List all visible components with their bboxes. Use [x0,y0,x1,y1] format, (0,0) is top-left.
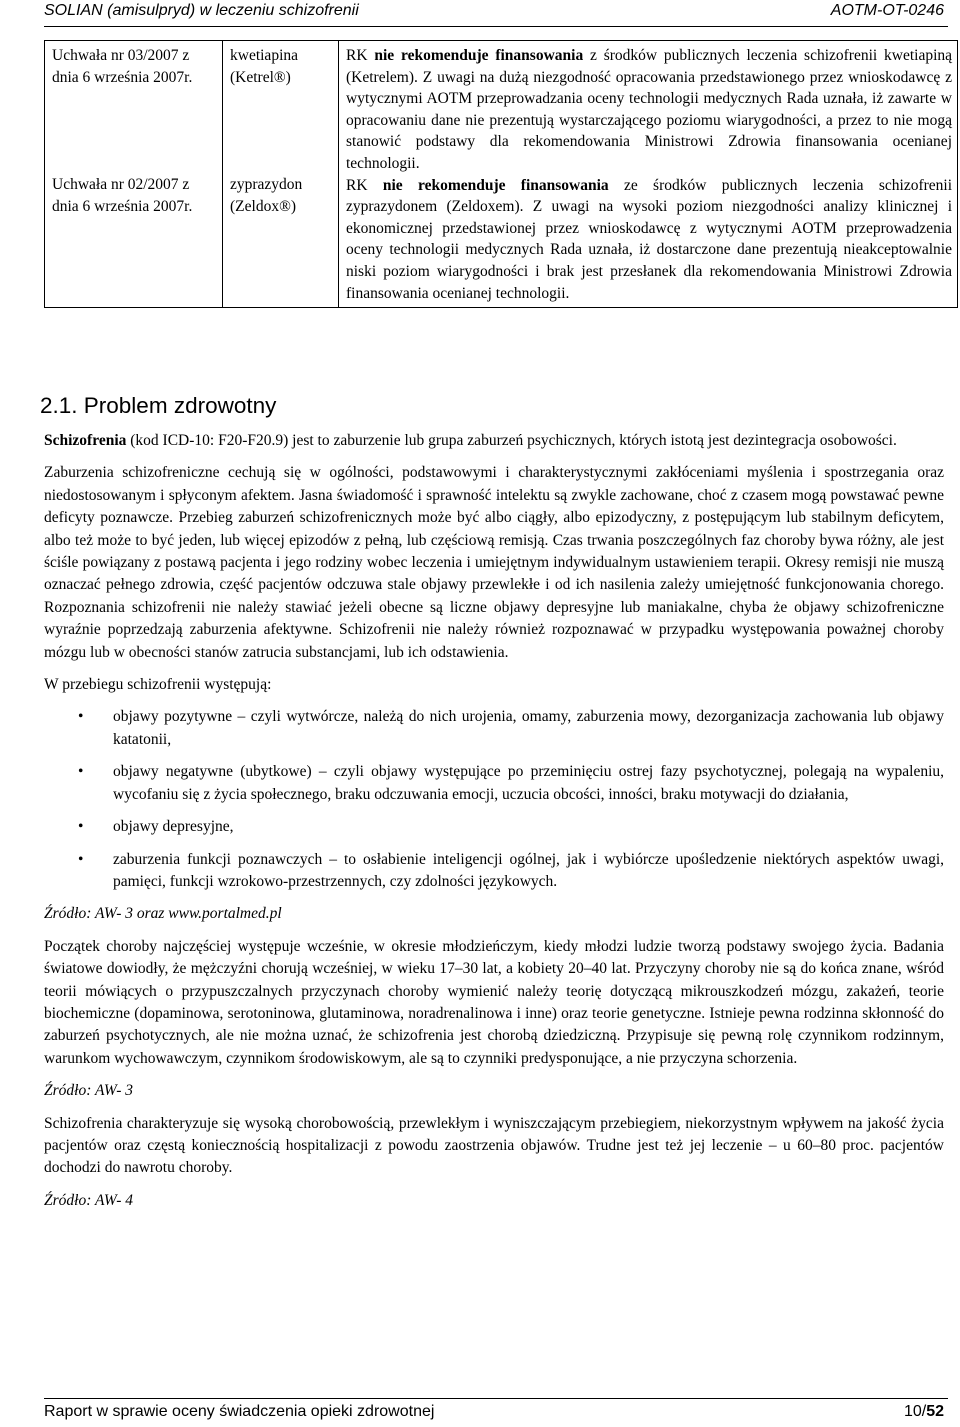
list-intro: W przebiegu schizofrenii występują: [44,676,272,694]
symptom-list [44,706,944,893]
list-item: • objawy depresyjne, [44,816,944,838]
paragraph: Schizofrenia (kod ICD-10: F20-F20.9) jest to zaburzenie lub grupa zaburzeń psychicznych, których istotą jest dezintegracja osobowości. [44,432,897,449]
paragraph: Schizofrenia charakteryzuje się wysoką chorobowością, przewlekłym i wyniszczającym przebiegiem, niekorzystnym wpływem na jakość życia pacjentów oraz częstą koniecznością hospitalizacji z powodu zaostrzenia objawów. Trudne jest też jej leczenie – u 60–80 proc. pacjentów dochodzi do nawrotu choroby. [44,1114,944,1177]
resolution-text: Uchwała nr 02/2007 z dnia 6 września 2007r. [52,176,193,215]
list-item: • objawy negatywne (ubytkowe) – czyli objawy występujące po przeminięciu ostrej fazy psychotycznej, polegają na wypaleniu, wycofaniu się z życia społecznego, braku odczuwania emocji, uczucia obcości, inności, braku motywacji do działania, [78,763,944,803]
page-header [44,0,948,27]
paragraph: Zaburzenia schizofreniczne cechują się w ogólności, podstawowymi i charakterystycznymi zakłóceniami myślenia i spostrzegania oraz niedostosowanym i spłyconym afektem. Jasna świadomość i sprawność intelektu są zwykle zachowane, choć z czasem mogą powstawać pewne deficyty poznawcze. Przebieg zaburzeń schizofrenicznych może być albo ciągły, albo epizodyczny, z postępującym lub stabilnym deficytem, albo też może to być jeden, lub więcej epizodów z pełną, lub częściową remisją. Czas trwania poszczególnych faz choroby bywa różny, ale jest ściśle powiązany z postawą pacjenta i jego rodziny wobec leczenia i umiejętnym indywidualnym ustawieniem terapii. Okresy remisji nie muszą oznaczać pełnego zdrowia, część pacjentów odczuwa stale objawy przewlekłe i od ich nasilenia zależy umiejętność funkcjonowania chorego. Rozpoznania schizofrenii nie należy stawiać jeżeli obecne są liczne objawy depresyjne lub maniakalne, chyba że objawy schizofreniczne wyraźnie poprzedzają zaburzenia afektywne. Schizofrenii nie należy również rozpoznawać w przypadku występowania poważnej choroby mózgu lub w obecności stanów zatrucia substancjami, lub ich odstawienia. [44,464,944,661]
list-item: • objawy pozytywne – czyli wytwórcze, należą do nich urojenia, omamy, zaburzenia mowy, dezorganizacja zachowania lub objawy katatonii, [78,708,944,748]
drug-name: kwetiapina (Ketrel®) [230,47,299,86]
list-item: • zaburzenia funkcji poznawczych – to osłabienie inteligencji ogólnej, jak i wybiórcze upośledzenie niektórych aspektów uwagi, pamięci, funkcji wzrokowo-przestrzennych, czy zdolności językowych. [78,850,944,890]
bullet-icon: • [78,708,84,726]
paragraph: Początek choroby najczęściej występuje wcześnie, w okresie młodzieńczym, kiedy młodzi ludzie tworzą podstawy swojego życia. Badania światowe dowiodły, że mężczyźni chorują wcześniej, w wieku 17–30 lat, a kobiety 20–40 lat. Przyczyny choroby nie są do końca znane, wśród teorii mówiących o przypuszczalnych przyczynach choroby wymienić należy teorię dotyczącą mikrouszkodzeń mózgu, zakażeń, teorie biochemiczne (dopaminowa, serotoninowa, glutaminowa, noradrenalinowa i inne) oraz teorie genetyczne. Istnieje pewna rodzinna skłonność do zaburzeń psychotycznych, ale nie można uznać, że schizofrenia jest chorobą dziedziczną. Przypisuje się pewną rolę czynnikom rodzinnym, warunkom wychowawczym, czynnikom środowiskowym, ale są to czynniki predysponujące, a nie przyczyna schorzenia. [44,937,944,1067]
drug-name: zyprazydon (Zeldox®) [230,176,303,215]
term-schizofrenia: Schizofrenia [44,432,127,449]
recommendation-text: RK nie rekomenduje finansowania ze środków publicznych leczenia schizofrenii zyprazydonem (Zeldoxem). Z uwagi na wysoki poziom niezgodności analizy klinicznej i ekonomicznej przedstawionej przez wnioskodawcę z wytycznymi AOTM przeprowadzenia oceny technologii medycznych Rada uznała, iż dostarczone dane prezentują nieakceptowalnie niski poziom wiarygodności i brak jest przesłanek dla rekomendowania Ministrowi Zdrowia finansowania ocenianej technologii. [346,176,953,302]
source-note: Źródło: AW- 3 oraz www.portalmed.pl [44,905,282,923]
recommendation-cell [339,41,958,308]
table-row [45,41,958,308]
drug-cell [223,41,339,308]
bullet-icon: • [78,763,84,781]
header-code: AOTM-OT-0246 [830,2,944,19]
recommendation-text: RK nie rekomenduje finansowania z środków publicznych leczenia schizofrenii kwetiapiną (Ketrelem). Z uwagi na dużą niezgodność opracowania przedstawionego przez wnioskodawcę z wytycznymi AOTM przeprowadzania oceny technologii medycznych Rada uznała, iż zawarte w opracowaniu dane nie prezentują wystarczającego poziomu wiarygodności, a przez to nie mogą stanowić podstawy dla rekomendowania Ministrowi Zdrowia finansowania ocenianej technologii. [346,47,953,172]
source-note: Źródło: AW- 3 [44,1082,133,1100]
page-footer [44,1398,948,1427]
header-title: SOLIAN (amisulpryd) w leczeniu schizofrenii [44,2,359,19]
bullet-icon: • [78,850,84,868]
main-content [40,392,944,1222]
resolution-cell [45,41,223,308]
page-number: 10/52 [903,1403,944,1420]
section-heading: 2.1. Problem zdrowotny [40,393,277,418]
resolution-text: Uchwała nr 03/2007 z dnia 6 września 2007r. [52,47,193,86]
footer-title: Raport w sprawie oceny świadczenia opieki zdrowotnej [44,1403,435,1420]
bullet-icon: • [78,818,84,836]
recommendations-table [44,40,958,308]
source-note: Źródło: AW- 4 [44,1191,133,1209]
